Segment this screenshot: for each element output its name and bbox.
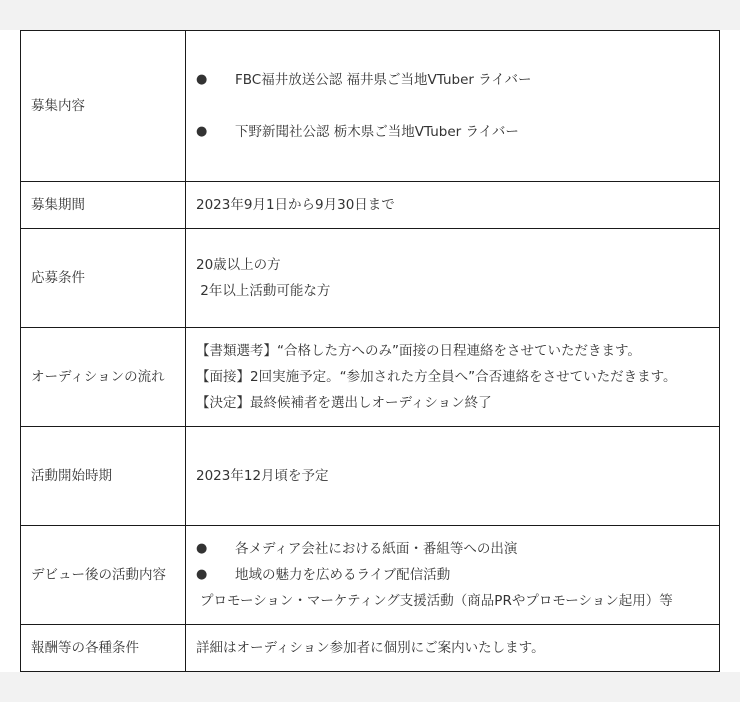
row-text: 【決定】最終候補者を選出しオーディション終了 (196, 395, 492, 411)
row-value (186, 229, 720, 328)
table-row-recruitment (21, 31, 720, 182)
row-value (186, 526, 720, 625)
row-text: プロモーション・マーケティング支援活動（商品PRやプロモーション起用）等 (200, 593, 673, 609)
row-text: 20歳以上の方 (196, 257, 281, 273)
table-row-requirements (21, 229, 720, 328)
list-item-text: FBC福井放送公認 福井県ご当地VTuber ライバー (235, 72, 532, 88)
page-content (0, 30, 740, 672)
row-text: 詳細はオーディション参加者に個別にご案内いたします。 (196, 640, 545, 656)
row-label: デビュー後の活動内容 (21, 526, 186, 625)
row-text: 【面接】2回実施予定。“参加された方全員へ”合否連絡をさせていただきます。 (196, 369, 677, 385)
list-item (196, 536, 709, 562)
table-row-audition-flow (21, 328, 720, 427)
row-text: 2023年9月1日から9月30日まで (196, 197, 395, 213)
row-label: 活動開始時期 (21, 427, 186, 526)
row-label: 募集期間 (21, 182, 186, 229)
bullet-icon: ● (196, 567, 208, 582)
list-item-text: 地域の魅力を広めるライブ配信活動 (235, 567, 451, 583)
row-label: 応募条件 (21, 229, 186, 328)
row-value (186, 625, 720, 672)
list-item-text: 各メディア会社における紙面・番組等への出演 (235, 541, 518, 557)
table-row-period (21, 182, 720, 229)
bullet-icon: ● (196, 541, 208, 556)
bullet-icon: ● (196, 72, 208, 87)
row-label: 募集内容 (21, 31, 186, 182)
table-row-compensation (21, 625, 720, 672)
audition-info-table (20, 30, 720, 672)
row-label: 報酬等の各種条件 (21, 625, 186, 672)
table-row-start-period (21, 427, 720, 526)
row-text: 【書類選考】“合格した方へのみ”面接の日程連絡をさせていただきます。 (196, 343, 641, 359)
list-item (196, 119, 709, 145)
row-text: 2年以上活動可能な方 (196, 283, 331, 299)
row-value (186, 427, 720, 526)
row-value (186, 31, 720, 182)
bullet-icon: ● (196, 124, 208, 139)
list-item-text: 下野新聞社公認 栃木県ご当地VTuber ライバー (235, 124, 519, 140)
row-text: 2023年12月頃を予定 (196, 468, 329, 484)
row-label: オーディションの流れ (21, 328, 186, 427)
table-row-activities (21, 526, 720, 625)
row-value (186, 328, 720, 427)
list-item (196, 562, 709, 588)
row-value (186, 182, 720, 229)
list-item (196, 67, 709, 93)
